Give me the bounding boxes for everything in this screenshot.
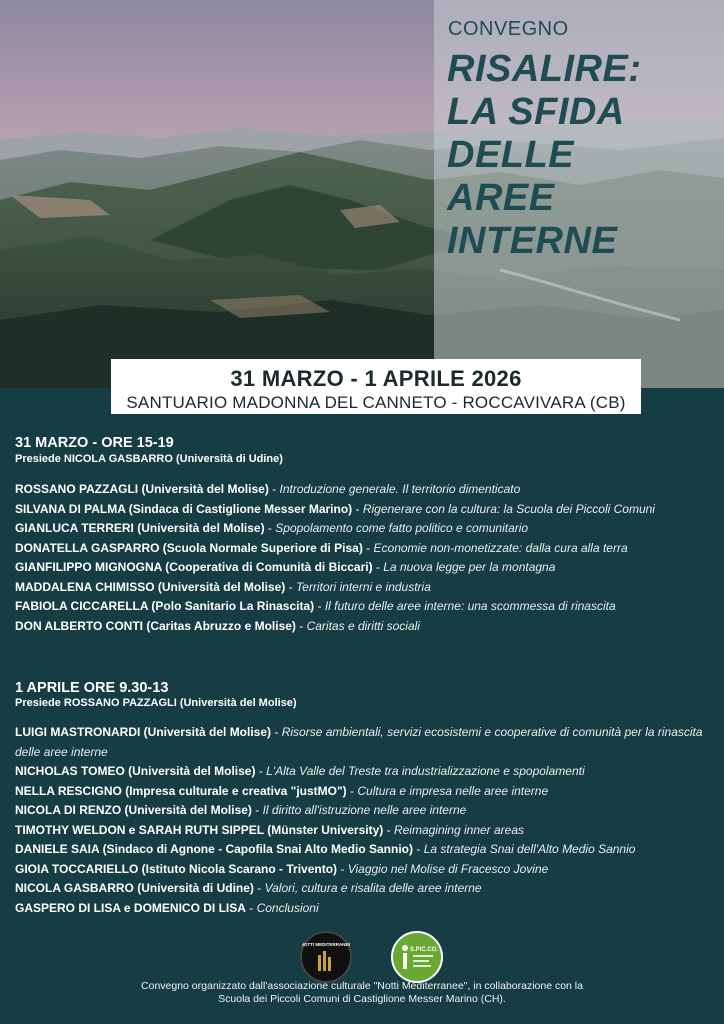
session-1-talk-6: MADDALENA CHIMISSO (Università del Molise) - Territori interni e industria xyxy=(15,579,431,594)
talk-title: Conclusioni xyxy=(256,900,319,915)
session-1-talk-3: GIANLUCA TERRERI (Università del Molise) - Spopolamento come fatto politico e comunitario xyxy=(15,521,529,535)
session-2-talk-6: DANIELE SAIA (Sindaco di Agnone - Capofila Snai Alto Medio Sannio) - La strategia Snai dell'Alto Medio Sannio xyxy=(15,842,636,856)
talk-title: La nuova legge per la montagna xyxy=(383,560,556,574)
notti-mediterranee-logo xyxy=(300,931,352,983)
talk-speaker: GASPERO DI LISA e DOMENICO DI LISA xyxy=(15,900,246,915)
logo-left-label: NOTTI MEDITERRANEE xyxy=(302,942,350,947)
footer-credits xyxy=(100,980,624,1006)
event-dates: 31 MARZO - 1 APRILE 2026 xyxy=(230,366,522,391)
talk-speaker: ROSSANO PAZZAGLI (Università del Molise) xyxy=(15,482,269,496)
talk-title: Risorse ambientali, servizi ecosistemi e cooperative di comunità per la rinascita delle aree interne xyxy=(15,725,703,759)
logo-right-label: S.PIC.CO. xyxy=(409,947,439,953)
session-2-heading: 1 APRILE ORE 9.30-13 xyxy=(15,680,169,696)
session-2-talk-5: TIMOTHY WELDON e SARAH RUTH SIPPEL (Münster University) - Reimagining inner areas xyxy=(15,822,525,837)
talk-speaker: MADDALENA CHIMISSO (Università del Molise) xyxy=(15,579,286,594)
session-1-talk-1: ROSSANO PAZZAGLI (Università del Molise) - Introduzione generale. Il territorio dimenticato xyxy=(15,482,521,496)
session-2-talk-3: NELLA RESCIGNO (Impresa culturale e creativa "justMO") - Cultura e impresa nelle aree interne xyxy=(15,783,549,798)
talk-title: Spopolamento come fatto politico e comunitario xyxy=(275,521,529,535)
talk-speaker: LUIGI MASTRONARDI (Università del Molise) xyxy=(15,725,272,739)
talk-speaker: NICOLA DI RENZO (Università del Molise) xyxy=(15,803,252,817)
talk-title: Introduzione generale. Il territorio dimenticato xyxy=(279,482,521,496)
talk-title: Economie non-monetizzate: dalla cura alla terra xyxy=(373,540,628,555)
spicco-logo xyxy=(391,931,443,983)
title-line-2: LA SFIDA xyxy=(447,91,625,133)
session-2-talk-8: NICOLA GASBARRO (Università di Udine) - Valori, cultura e risalita delle aree interne xyxy=(15,881,482,895)
session-1-talk-5: GIANFILIPPO MIGNOGNA (Cooperativa di Comunità di Biccari) - La nuova legge per la montagna xyxy=(15,560,556,574)
talk-speaker: NICHOLAS TOMEO (Università del Molise) xyxy=(15,764,256,778)
talk-title: La strategia Snai dell'Alto Medio Sannio xyxy=(423,842,636,856)
talk-speaker: GIANFILIPPO MIGNOGNA (Cooperativa di Comunità di Biccari) xyxy=(15,560,373,574)
session-2-talk-1: LUIGI MASTRONARDI (Università del Molise) - Risorse ambientali, servizi ecosistemi e cooperative di comunità per la rinascita delle aree interne xyxy=(15,725,703,759)
talk-speaker: GIOIA TOCCARIELLO (Istituto Nicola Scarano - Trivento) xyxy=(15,861,338,876)
talk-title: Valori, cultura e risalita delle aree interne xyxy=(264,881,482,895)
talk-title: Caritas e diritti sociali xyxy=(306,618,420,633)
session-2-talk-9: GASPERO DI LISA e DOMENICO DI LISA - Conclusioni xyxy=(15,900,319,915)
talk-title: Cultura e impresa nelle aree interne xyxy=(357,783,549,798)
date-box xyxy=(111,359,641,414)
session-1-talk-4: DONATELLA GASPARRO (Scuola Normale Superiore di Pisa) - Economie non-monetizzate: dalla cura alla terra xyxy=(15,540,628,555)
session-1-talk-7: FABIOLA CICCARELLA (Polo Sanitario La Rinascita) - Il futuro delle aree interne: una scommessa di rinascita xyxy=(15,599,616,613)
talk-title: Il diritto all'istruzione nelle aree interne xyxy=(262,803,467,817)
session-2-talk-7: GIOIA TOCCARIELLO (Istituto Nicola Scarano - Trivento) - Viaggio nel Molise di Fracesco Jovine xyxy=(15,861,549,876)
footer-line-1: Convegno organizzato dall'associazione culturale "Notti Mediterranee", in collaborazione con la xyxy=(141,980,583,992)
talk-speaker: DON ALBERTO CONTI (Caritas Abruzzo e Molise) xyxy=(15,618,296,633)
talk-speaker: SILVANA DI PALMA (Sindaca di Castiglione Messer Marino) xyxy=(15,501,353,516)
talk-title: Territori interni e industria xyxy=(295,579,431,594)
talk-title: Viaggio nel Molise di Fracesco Jovine xyxy=(347,861,549,876)
talk-title: Reimagining inner areas xyxy=(393,822,525,837)
talk-speaker: NICOLA GASBARRO (Università di Udine) xyxy=(15,881,254,895)
session-2-chair: Presiede ROSSANO PAZZAGLI (Università del Molise) xyxy=(15,697,297,709)
talk-speaker: DONATELLA GASPARRO (Scuola Normale Superiore di Pisa) xyxy=(15,540,363,555)
session-1-chair: Presiede NICOLA GASBARRO (Università di Udine) xyxy=(15,453,283,465)
talk-title: Il futuro delle aree interne: una scommessa di rinascita xyxy=(324,599,616,613)
session-2-talk-4: NICOLA DI RENZO (Università del Molise) - Il diritto all'istruzione nelle aree interne xyxy=(15,803,467,817)
title-line-1: RISALIRE: xyxy=(447,48,642,90)
title-line-4: AREE xyxy=(447,177,555,219)
talk-title: Rigenerare con la cultura: la Scuola dei Piccoli Comuni xyxy=(362,501,655,516)
session-2-talk-2: NICHOLAS TOMEO (Università del Molise) - L'Alta Valle del Treste tra industrializzazione e spopolamenti xyxy=(15,764,585,778)
talk-speaker: NELLA RESCIGNO (Impresa culturale e creativa "justMO") xyxy=(15,783,347,798)
talk-speaker: FABIOLA CICCARELLA (Polo Sanitario La Rinascita) xyxy=(15,599,315,613)
event-venue: SANTUARIO MADONNA DEL CANNETO - ROCCAVIVARA (CB) xyxy=(126,393,626,412)
talk-title: L'Alta Valle del Treste tra industrializzazione e spopolamenti xyxy=(266,764,585,778)
talk-speaker: TIMOTHY WELDON e SARAH RUTH SIPPEL (Münster University) xyxy=(15,822,384,837)
talk-speaker: DANIELE SAIA (Sindaco di Agnone - Capofila Snai Alto Medio Sannio) xyxy=(15,842,414,856)
title-line-5: INTERNE xyxy=(447,220,618,262)
session-1-talk-2: SILVANA DI PALMA (Sindaca di Castiglione Messer Marino) - Rigenerare con la cultura: la Scuola dei Piccoli Comuni xyxy=(15,501,655,516)
footer-line-2: Scuola dei Piccoli Comuni di Castiglione Messer Marino (CH). xyxy=(218,993,506,1005)
session-1-heading: 31 MARZO - ORE 15-19 xyxy=(15,435,174,451)
talk-speaker: GIANLUCA TERRERI (Università del Molise) xyxy=(15,521,265,535)
event-kicker: CONVEGNO xyxy=(448,18,569,40)
title-line-3: DELLE xyxy=(447,134,575,176)
session-1-talk-8: DON ALBERTO CONTI (Caritas Abruzzo e Molise) - Caritas e diritti sociali xyxy=(15,618,420,633)
